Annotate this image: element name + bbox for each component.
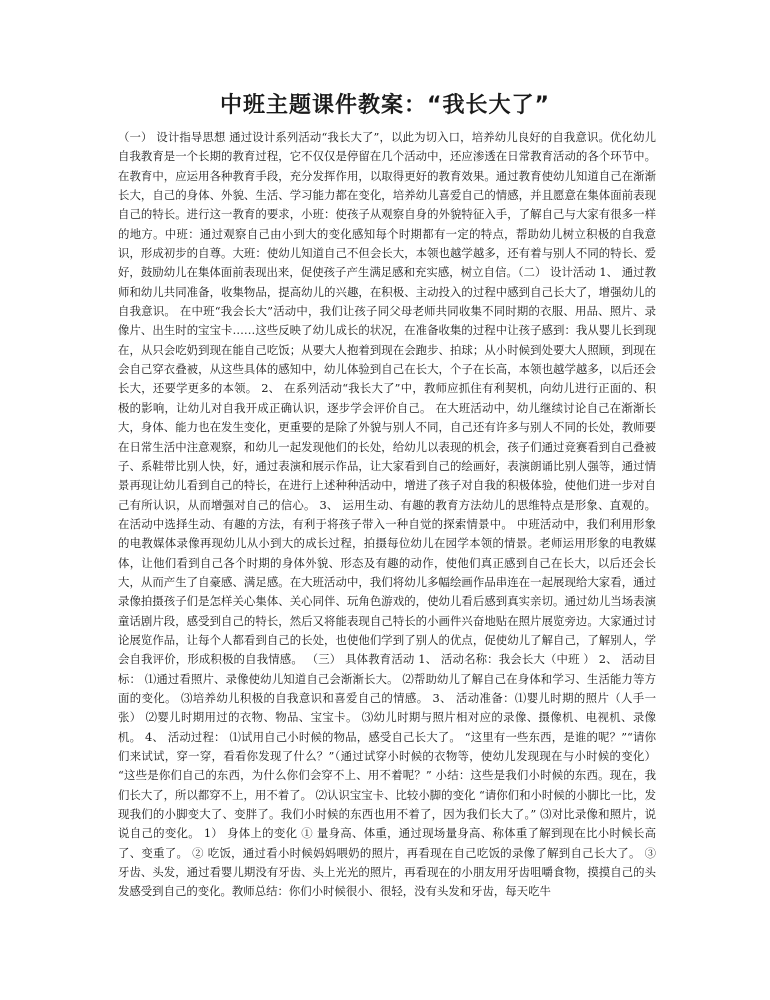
body-text: （一） 设计指导思想 通过设计系列活动“我长大了”，以此为切入口，培养幼儿良好的自我意识。优化幼儿自我教育是一个长期的教育过程，它不仅仅是停留在几个活动中，还应渗透在日常教育活动的各个环节中。在教育中，应运用各种教育手段，充分发挥作用，以取得更好的教育效果。通过教育使幼儿知道自己在渐渐长大，自己的身体、外貌、生活、学习能力都在变化，培养幼儿喜爱自己的情感，并且愿意在集体面前表现自己的特长。进行这一教育的要求，小班：使孩子从观察自身的外貌特征入手，了解自己与大家有很多一样的地方。中班：通过观察自己由小到大的变化感知每个时期都有一定的特点，帮助幼儿树立积极的自我意识，形成初步的自尊。大班：使幼儿知道自己不但会长大，本领也越学越多，还有着与别人不同的特长、爱好，鼓励幼儿在集体面前表现出来，促使孩子产生满足感和充实感，树立自信。（二） 设计活动 1、 通过教师和幼儿共同准备，收集物品，提高幼儿的兴趣，在积极、主动投入的过程中感到自己长大了，增强幼儿的自我意识。 在中班“我会长大”活动中，我们让孩子同父母老师共同收集不同时期的衣服、用品、照片、录像片、出生时的宝宝卡……这些反映了幼儿成长的状况，在准备收集的过程中让孩子感到：我从婴儿长到现在，从只会吃奶到现在能自己吃饭；从要大人抱着到现在会跑步、拍球；从小时候到处要大人照顾，到现在会自己穿衣叠被，从这些具体的感知中，幼儿体验到自己在长大，个子在长高，本领也越学越多，以后还会长大，还要学更多的本领。 2、 在系列活动“我长大了”中，教师应抓住有利契机，向幼儿进行正面的、积极的影响，让幼儿对自我开成正确认识，逐步学会评价自己。 在大班活动中，幼儿继续讨论自己在渐渐长大，身体、能力也在发生变化，更重要的是除了外貌与别人不同，自己还有许多与别人不同的长处，教师要在日常生活中注意观察，和幼儿一起发现他们的长处，给幼儿以表现的机会，孩子们通过竞赛看到自己叠被子、系鞋带比别人快，好，通过表演和展示作品，让大家看到自己的绘画好，表演朗诵比别人强等，通过情景再现让幼儿看到自己的特长，在进行上述种种活动中，增进了孩子对自我的积极体验，使他们进一步对自己有所认识，从而增强对自己的信心。 3、 运用生动、有趣的教育方法幼儿的思维特点是形象、直观的。在活动中选择生动、有趣的方法，有利于将孩子带入一种自觉的探索情景中。 中班活动中，我们利用形象的电教媒体录像再现幼儿从小到大的成长过程，拍摄每位幼儿在园学本领的情景。老师运用形象的电教媒体，让他们看到自己各个时期的身体外貌、形态及有趣的动作，使他们真正感到自己在长大，以后还会长大，从而产生了自豪感、满足感。在大班活动中，我们将幼儿多幅绘画作品串连在一起展现给大家看，通过录像拍摄孩子们是怎样关心集体、关心同伴、玩角色游戏的，使幼儿看后感到真实亲切。通过幼儿当场表演童话剧片段，感受到自己的特长，然后又将能表现自己特长的小画件兴奋地贴在照片展览旁边。大家通过讨论展览作品，让每个人都看到自己的长处，也使他们学到了别人的优点，促使幼儿了解自己，了解别人，学会自我评价，形成积极的自我情感。 （三） 具体教育活动 1、 活动名称：我会长大（中班 ） 2、 活动目标： ⑴通过看照片、录像使幼儿知道自己会渐渐长大。 ⑵帮助幼儿了解自己在身体和学习、生活能力等方面的变化。 ⑶培养幼儿积极的自我意识和喜爱自己的情感。 3、 活动准备：⑴婴儿时期的照片（人手一张） ⑵婴儿时期用过的衣物、物品、宝宝卡。 ⑶幼儿时期与照片相对应的录像、摄像机、电视机、录像机。 4、 活动过程： ⑴试用自己小时候的物品，感受自己长大了。 “这里有一些东西，是谁的呢？”“请你们来试试，穿一穿，看看你发现了什么？”（通过试穿小时候的衣物等，使幼儿发现现在与小时候的变化） “这些是你们自己的东西，为什么你们会穿不上、用不着呢？” 小结：这些是我们小时候的东西。现在，我们长大了，所以都穿不上，用不着了。 ⑵认识宝宝卡、比较小脚的变化 “请你们和小时候的小脚比一比，发现我们的小脚变大了、变胖了。我们小时候的东西也用不着了，因为我们长大了。” ⑶对比录像和照片，说说自己的变化。 1） 身体上的变化 ① 量身高、体重，通过现场量身高、称体重了解到现在比小时候长高了、变重了。 ② 吃饭，通过看小时候妈妈喂奶的照片，再看现在自己吃饭的录像了解到自己长大了。 ③ 牙齿、头发，通过看婴儿期没有牙齿、头上光光的照片，再看现在的小朋友用牙齿咀嚼食物，摸摸自己的头发感受到自己的变化。教师总结：你们小时候很小、很轻，没有头发和牙齿，每天吃牛: [118, 130, 656, 899]
page-title: 中班主题课件教案：“我长大了”: [220, 93, 550, 118]
